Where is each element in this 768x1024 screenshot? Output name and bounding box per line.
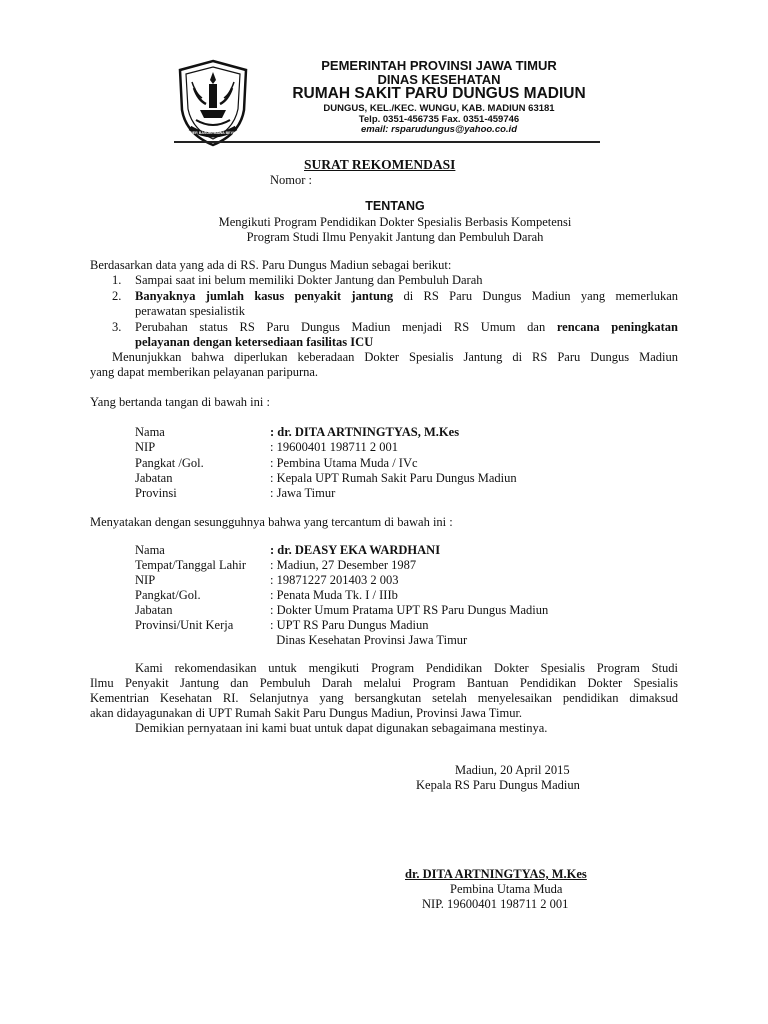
menunjukkan-line-1: Menunjukkan bahwa diperlukan keberadaan Dokter Spesialis Jantung di RS Paru Dungus Madiun — [112, 350, 678, 364]
list-item-text: di RS Paru Dungus Madiun yang memerlukan — [403, 289, 678, 303]
signer-position: Kepala RS Paru Dungus Madiun — [416, 778, 580, 792]
list-item-bold-text: Banyaknya jumlah kasus penyakit jantung — [135, 289, 394, 303]
menunjukkan-line-2: yang dapat memberikan pelayanan paripurna. — [90, 365, 319, 379]
list-item-line — [135, 289, 678, 304]
tentang-line-1: Mengikuti Program Pendidikan Dokter Spesialis Berbasis Kompetensi — [218, 215, 572, 229]
field-value: : Pembina Utama Muda / IVc — [270, 456, 418, 470]
field-label: Provinsi — [135, 486, 177, 500]
field-label: Tempat/Tanggal Lahir — [135, 558, 247, 572]
field-value: : Jawa Timur — [270, 486, 336, 500]
tentang-line-2: Program Studi Ilmu Penyakit Jantung dan Pembuluh Darah — [246, 230, 544, 244]
field-value: : dr. DITA ARTNINGTYAS, M.Kes — [270, 425, 460, 439]
field-value: : Dokter Umum Pratama UPT RS Paru Dungus Madiun — [270, 603, 549, 617]
kop-hospital-name: RUMAH SAKIT PARU DUNGUS MADIUN — [292, 85, 586, 102]
signer-name: dr. DITA ARTNINGTYAS, M.Kes — [405, 867, 587, 881]
field-label: Jabatan — [135, 471, 173, 485]
recommend-line-5: Demikian pernyataan ini kami buat untuk dapat digunakan sebagaimana mestinya. — [135, 721, 548, 735]
field-value: : UPT RS Paru Dungus Madiun — [270, 618, 429, 632]
letter-number: Nomor : — [270, 173, 313, 187]
list-item-number: 2. — [112, 289, 122, 303]
kop-phone-fax: Telp. 0351-456735 Fax. 0351-459746 — [358, 114, 520, 125]
list-item-number: 3. — [112, 320, 122, 334]
recommend-line-4: akan didayagunakan di UPT Rumah Sakit Paru Dungus Madiun, Provinsi Jawa Timur. — [90, 706, 523, 720]
field-label: NIP — [135, 440, 156, 454]
letter-title: SURAT REKOMENDASI — [304, 157, 456, 172]
signer-nip: NIP. 19600401 198711 2 001 — [422, 897, 569, 911]
field-label: Jabatan — [135, 603, 173, 617]
signer-intro: Yang bertanda tangan di bawah ini : — [90, 395, 270, 409]
kop-government: PEMERINTAH PROVINSI JAWA TIMUR — [321, 58, 557, 73]
list-item-number: 1. — [112, 273, 122, 287]
field-label: NIP — [135, 573, 156, 587]
field-value-continuation: Dinas Kesehatan Provinsi Jawa Timur — [270, 633, 468, 647]
field-label: Pangkat/Gol. — [135, 588, 201, 602]
east-java-emblem-logo — [176, 58, 250, 148]
intro-paragraph: Berdasarkan data yang ada di RS. Paru Dungus Madiun sebagai berikut: — [90, 258, 452, 272]
field-label: Provinsi/Unit Kerja — [135, 618, 234, 632]
recommend-line-1: Kami rekomendasikan untuk mengikuti Program Pendidikan Dokter Spesialis Program Studi — [135, 661, 678, 675]
emblem-motto: JER BASUKI MAWA BEYA — [190, 131, 236, 135]
list-item-line — [135, 320, 678, 335]
kop-email: email: rsparudungus@yahoo.co.id — [360, 124, 517, 135]
field-value: : Kepala UPT Rumah Sakit Paru Dungus Madiun — [270, 471, 517, 485]
list-item-continuation: pelayanan dengan ketersediaan fasilitas ICU — [135, 335, 374, 349]
kop-divider — [174, 141, 600, 143]
field-value: : dr. DEASY EKA WARDHANI — [270, 543, 441, 557]
recommend-line-3: Kementrian Kesehatan RI. Selanjutnya yang bersangkutan setelah menyelesaikan pendidikan dimaksud — [90, 691, 678, 705]
list-item-text: Sampai saat ini belum memiliki Dokter Jantung dan Pembuluh Darah — [135, 273, 483, 287]
declare-intro: Menyatakan dengan sesungguhnya bahwa yang tercantum di bawah ini : — [90, 515, 453, 529]
field-value: : Penata Muda Tk. I / IIIb — [270, 588, 398, 602]
list-item-continuation: perawatan spesialistik — [135, 304, 246, 318]
field-label: Nama — [135, 543, 165, 557]
signer-rank: Pembina Utama Muda — [450, 882, 563, 896]
field-label: Nama — [135, 425, 165, 439]
list-item-text: Perubahan status RS Paru Dungus Madiun menjadi RS Umum dan — [135, 320, 546, 334]
field-value: : 19871227 201403 2 003 — [270, 573, 399, 587]
place-date: Madiun, 20 April 2015 — [455, 763, 570, 777]
kop-agency: DINAS KESEHATAN — [377, 72, 501, 87]
list-item-bold-text: rencana peningkatan — [556, 320, 679, 334]
field-label: Pangkat /Gol. — [135, 456, 204, 470]
recommend-line-2: Ilmu Penyakit Jantung dan Pembuluh Darah melalui Program Bantuan Pendidikan Dokter Spesialis — [90, 676, 678, 690]
kop-address: DUNGUS, KEL./KEC. WUNGU, KAB. MADIUN 63181 — [323, 103, 555, 114]
field-value: : Madiun, 27 Desember 1987 — [270, 558, 417, 572]
field-value: : 19600401 198711 2 001 — [270, 440, 399, 454]
tentang-heading: TENTANG — [365, 199, 425, 213]
